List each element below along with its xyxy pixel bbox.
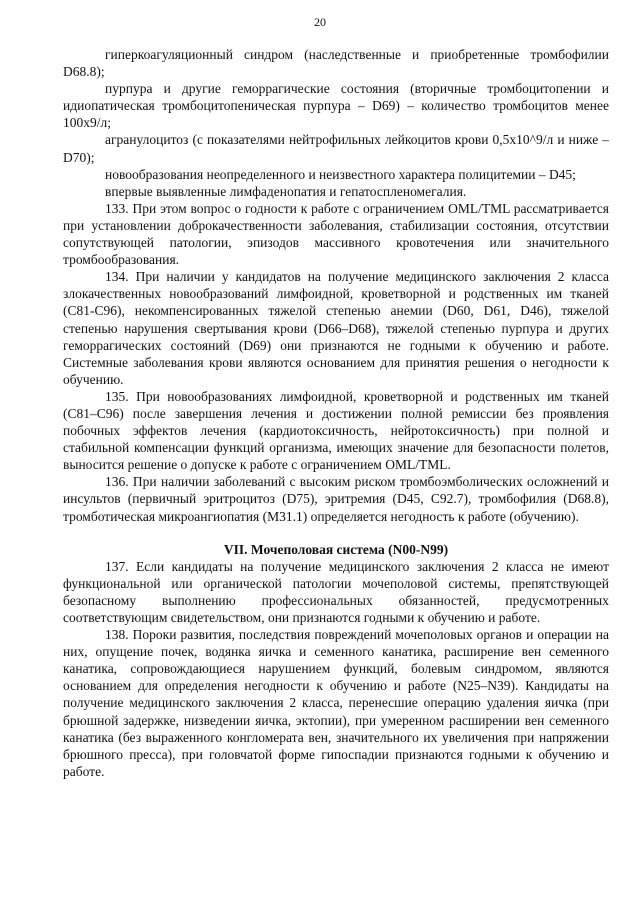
list-item-purpura: пурпура и другие геморрагические состояния (вторичные тромбоцитопении и идиопатическая тромбоцитопеническая пурпура – D69) – количество тромбоцитов менее 100х9/л; [63,81,609,131]
page-number: 20 [314,15,326,29]
section-title: VII. Мочеполовая система (N00-N99) [223,541,449,557]
document-body [63,46,609,780]
paragraph-138: 138. Пороки развития, последствия повреждений мочеполовых органов и операции на них, опущение почек, водянка яичка и семенного канатика, расширение вен семенного канатика, сопровождающиеся нарушением функций, болевым синдромом, являются основанием для определения негодности к обучению и работе (N25–N39). Кандидаты на получение медицинского заключения 2 класса, перенесшие операцию удаления яичка (при брюшной задержке, низведении яичка, эктопии), при умеренном расширении вен семенного канатика (без выраженного конгломерата вен, значительного их увеличения при напряжении брюшного пресса), при головчатой форме гипоспадии признаются годными к обучению и работе. [63,627,609,779]
list-item-polycythemia: новообразования неопределенного и неизвестного характера полицитемии – D45; [105,166,576,182]
list-item-agranulocytosis: агранулоцитоз (с показателями нейтрофильных лейкоцитов крови 0,5х10^9/л и ниже – D70); [63,132,609,165]
list-item-lymphadenopathy: впервые выявленные лимфаденопатия и гепатоспленомегалия. [105,183,467,199]
paragraph-137: 137. Если кандидаты на получение медицинского заключения 2 класса не имеют функциональной или органической патологии мочеполовой системы, препятствующей безопасному выполнению профессиональных обязанностей, предусмотренных соответствующим свидетельством, они признаются годными к обучению и работе. [63,558,609,625]
paragraph-134: 134. При наличии у кандидатов на получение медицинского заключения 2 класса злокачественных новообразований лимфоидной, кроветворной и родственных им тканей (C81-C96), некомпенсированных тяжелой степенью анемии (D60, D61, D46), тяжелой степенью нарушения свертывания крови (D66–D68), тяжелой степенью пурпура и других геморрагических состояний (D69) они признаются не годными к обучению и работе. Системные заболевания крови являются основанием для принятия решения о негодности к обучению. [63,269,609,387]
paragraph-136: 136. При наличии заболеваний с высоким риском тромбоэмболических осложнений и инсультов (первичный эритроцитоз (D75), эритремия (D45, C92.7), тромбофилия (D68.8), тромботическая микроангиопатия (M31.1) определяется негодность к работе (обучению). [63,474,609,524]
paragraph-135: 135. При новообразованиях лимфоидной, кроветворной и родственных им тканей (C81–C96) после завершения лечения и достижении полной ремиссии без проявления побочных эффектов лечения (кардиотоксичность, нейротоксичность) при полной и стабильной компенсации функций организма, имеющих значение для безопасности полетов, выносится решение о допуске к работе с ограничением OML/TML. [63,388,609,473]
paragraph-133: 133. При этом вопрос о годности к работе с ограничением OML/TML рассматривается при установлении доброкачественности заболевания, стабилизации состояния, отсутствии сопутствующей патологии, эпизодов массивного кровотечения или значительного тромбообразования. [63,200,609,268]
list-item-thrombophilia: гиперкоагуляционный синдром (наследственные и приобретенные тромбофилии D68.8); [63,47,609,80]
